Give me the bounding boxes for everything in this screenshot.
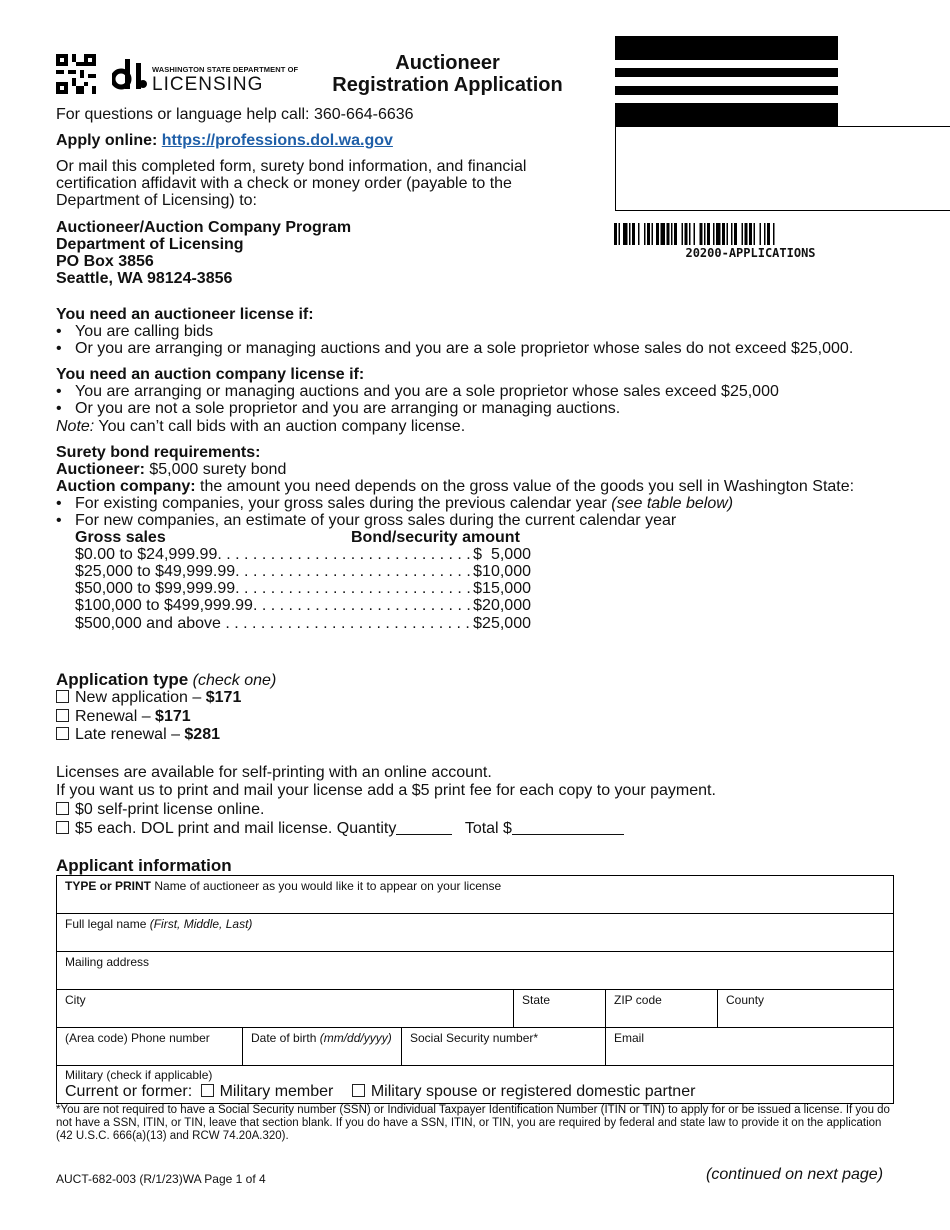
military-member-checkbox[interactable] [201, 1084, 214, 1097]
address-line: PO Box 3856 [56, 253, 154, 270]
ssn-footnote: *You are not required to have a Social Security number (SSN) or Individual Taxpayer Identification Number (ITIN or TIN) to apply for or be issued a license. If you do not have a SSN, ITIN, or TIN, leave that section blank. If you do have a SSN, ITIN, or TIN, you are required by federal and state law to provide it on the application (42 U.S.C. 666(a)(13) and RCW 74.20A.320). [56, 1104, 890, 1142]
qr-code-icon [56, 54, 96, 94]
military-field [57, 1066, 894, 1103]
military-spouse-label: Military spouse or registered domestic partner [370, 1083, 696, 1100]
new-application-checkbox[interactable] [56, 690, 69, 703]
zip-field[interactable]: ZIP code [606, 990, 718, 1027]
applicant-form [56, 875, 894, 1104]
table-row: $25,000 to $49,999.99 . . . $10,000 [75, 563, 531, 580]
current-former-label: Current or former: [65, 1083, 193, 1100]
redaction-bar [615, 103, 838, 126]
quantity-field[interactable] [396, 820, 452, 835]
surety-heading: Surety bond requirements: [56, 444, 261, 461]
list-item: • Or you are arranging or managing auctions and you are a sole proprietor whose sales do not exceed $25,000. [56, 340, 854, 357]
address-line: Auctioneer/Auction Company Program [56, 219, 352, 236]
renewal-option[interactable]: Renewal – $171 [56, 708, 191, 725]
company-note: Note: You can’t call bids with an auction company license. [56, 418, 466, 435]
barcode-label: 20200-APPLICATIONS [685, 246, 816, 260]
applicant-heading: Applicant information [56, 856, 232, 875]
apply-online-link[interactable]: https://professions.dol.wa.gov [161, 132, 393, 149]
office-use-box [615, 126, 950, 211]
military-member-label: Military member [219, 1083, 334, 1100]
dob-field[interactable]: Date of birth (mm/dd/yyyy) [243, 1028, 402, 1065]
address-line: Seattle, WA 98124-3856 [56, 270, 233, 287]
phone-field[interactable]: (Area code) Phone number [57, 1028, 243, 1065]
redaction-bar [615, 68, 838, 77]
list-item: • You are calling bids [56, 323, 214, 340]
total-field[interactable] [512, 820, 624, 835]
address-line: Department of Licensing [56, 236, 244, 253]
dol-mark-icon [112, 59, 150, 93]
print-info-1: Licenses are available for self-printing with an online account. [56, 764, 492, 781]
legal-name-field[interactable]: Full legal name (First, Middle, Last) [57, 914, 894, 951]
table-row: $50,000 to $99,999.99 . . . $15,000 [75, 580, 531, 597]
county-field[interactable]: County [718, 990, 894, 1027]
barcode-icon [614, 223, 887, 245]
redaction-bar [615, 86, 838, 95]
list-item: • For existing companies, your gross sales during the previous calendar year (see table below) [56, 495, 734, 512]
late-renewal-option[interactable]: Late renewal – $281 [56, 726, 220, 743]
military-label: Military (check if applicable) [65, 1068, 213, 1082]
mail-instructions-3: Department of Licensing) to: [56, 192, 257, 209]
ssn-field[interactable]: Social Security number* [402, 1028, 606, 1065]
bond-col-gross: Gross sales [75, 529, 166, 546]
bond-col-amount: Bond/security amount [351, 529, 520, 546]
surety-auctioneer: Auctioneer: $5,000 surety bond [56, 461, 287, 478]
form-id: AUCT-682-003 (R/1/23)WA Page 1 of 4 [56, 1172, 266, 1186]
table-row: $0.00 to $24,999.99 . . . $ 5,000 [75, 546, 531, 563]
page-title [300, 52, 595, 96]
email-field[interactable]: Email [606, 1028, 894, 1065]
license-name-field[interactable]: TYPE or PRINT Name of auctioneer as you would like it to appear on your license [57, 876, 894, 913]
surety-company: Auction company: the amount you need depends on the gross value of the goods you sell in Washington State: [56, 478, 855, 495]
title-line-1: Auctioneer [395, 52, 500, 74]
apply-label: Apply online: [56, 132, 158, 149]
continued-note: (continued on next page) [706, 1166, 884, 1183]
military-spouse-checkbox[interactable] [352, 1084, 365, 1097]
list-item: • Or you are not a sole proprietor and you are arranging or managing auctions. [56, 400, 621, 417]
table-row: $500,000 and above . . . $25,000 [75, 615, 531, 632]
list-item: • For new companies, an estimate of your gross sales during the current calendar year [56, 512, 677, 529]
application-type-heading: Application type (check one) [56, 670, 277, 689]
mail-instructions-1: Or mail this completed form, surety bond information, and financial [56, 158, 527, 175]
agency-small-text: WASHINGTON STATE DEPARTMENT OF [152, 65, 299, 74]
company-license-heading: You need an auction company license if: [56, 366, 365, 383]
print-info-2: If you want us to print and mail your license add a $5 print fee for each copy to your payment. [56, 782, 716, 799]
list-item: • You are arranging or managing auctions and you are a sole proprietor whose sales exceed $25,000 [56, 383, 779, 400]
self-print-checkbox[interactable] [56, 802, 69, 815]
dol-logo [56, 54, 299, 95]
city-field[interactable]: City [57, 990, 514, 1027]
table-row: $100,000 to $499,999.99 . . . $20,000 [75, 597, 531, 614]
late-renewal-checkbox[interactable] [56, 727, 69, 740]
dol-print-checkbox[interactable] [56, 821, 69, 834]
mailing-address-field[interactable]: Mailing address [57, 952, 894, 989]
state-field[interactable]: State [514, 990, 606, 1027]
auctioneer-license-heading: You need an auctioneer license if: [56, 306, 314, 323]
help-phone: For questions or language help call: 360-664-6636 [56, 106, 414, 123]
dol-print-option[interactable]: $5 each. DOL print and mail license. Quantity Total $ [56, 820, 624, 837]
agency-name: LICENSING [152, 74, 264, 95]
mail-instructions-2: certification affidavit with a check or money order (payable to the [56, 175, 512, 192]
redaction-bar [615, 36, 838, 60]
apply-online [56, 132, 393, 149]
self-print-option[interactable]: $0 self-print license online. [56, 801, 264, 818]
title-line-2: Registration Application [332, 74, 563, 96]
new-application-option[interactable]: New application – $171 [56, 689, 241, 706]
renewal-checkbox[interactable] [56, 709, 69, 722]
